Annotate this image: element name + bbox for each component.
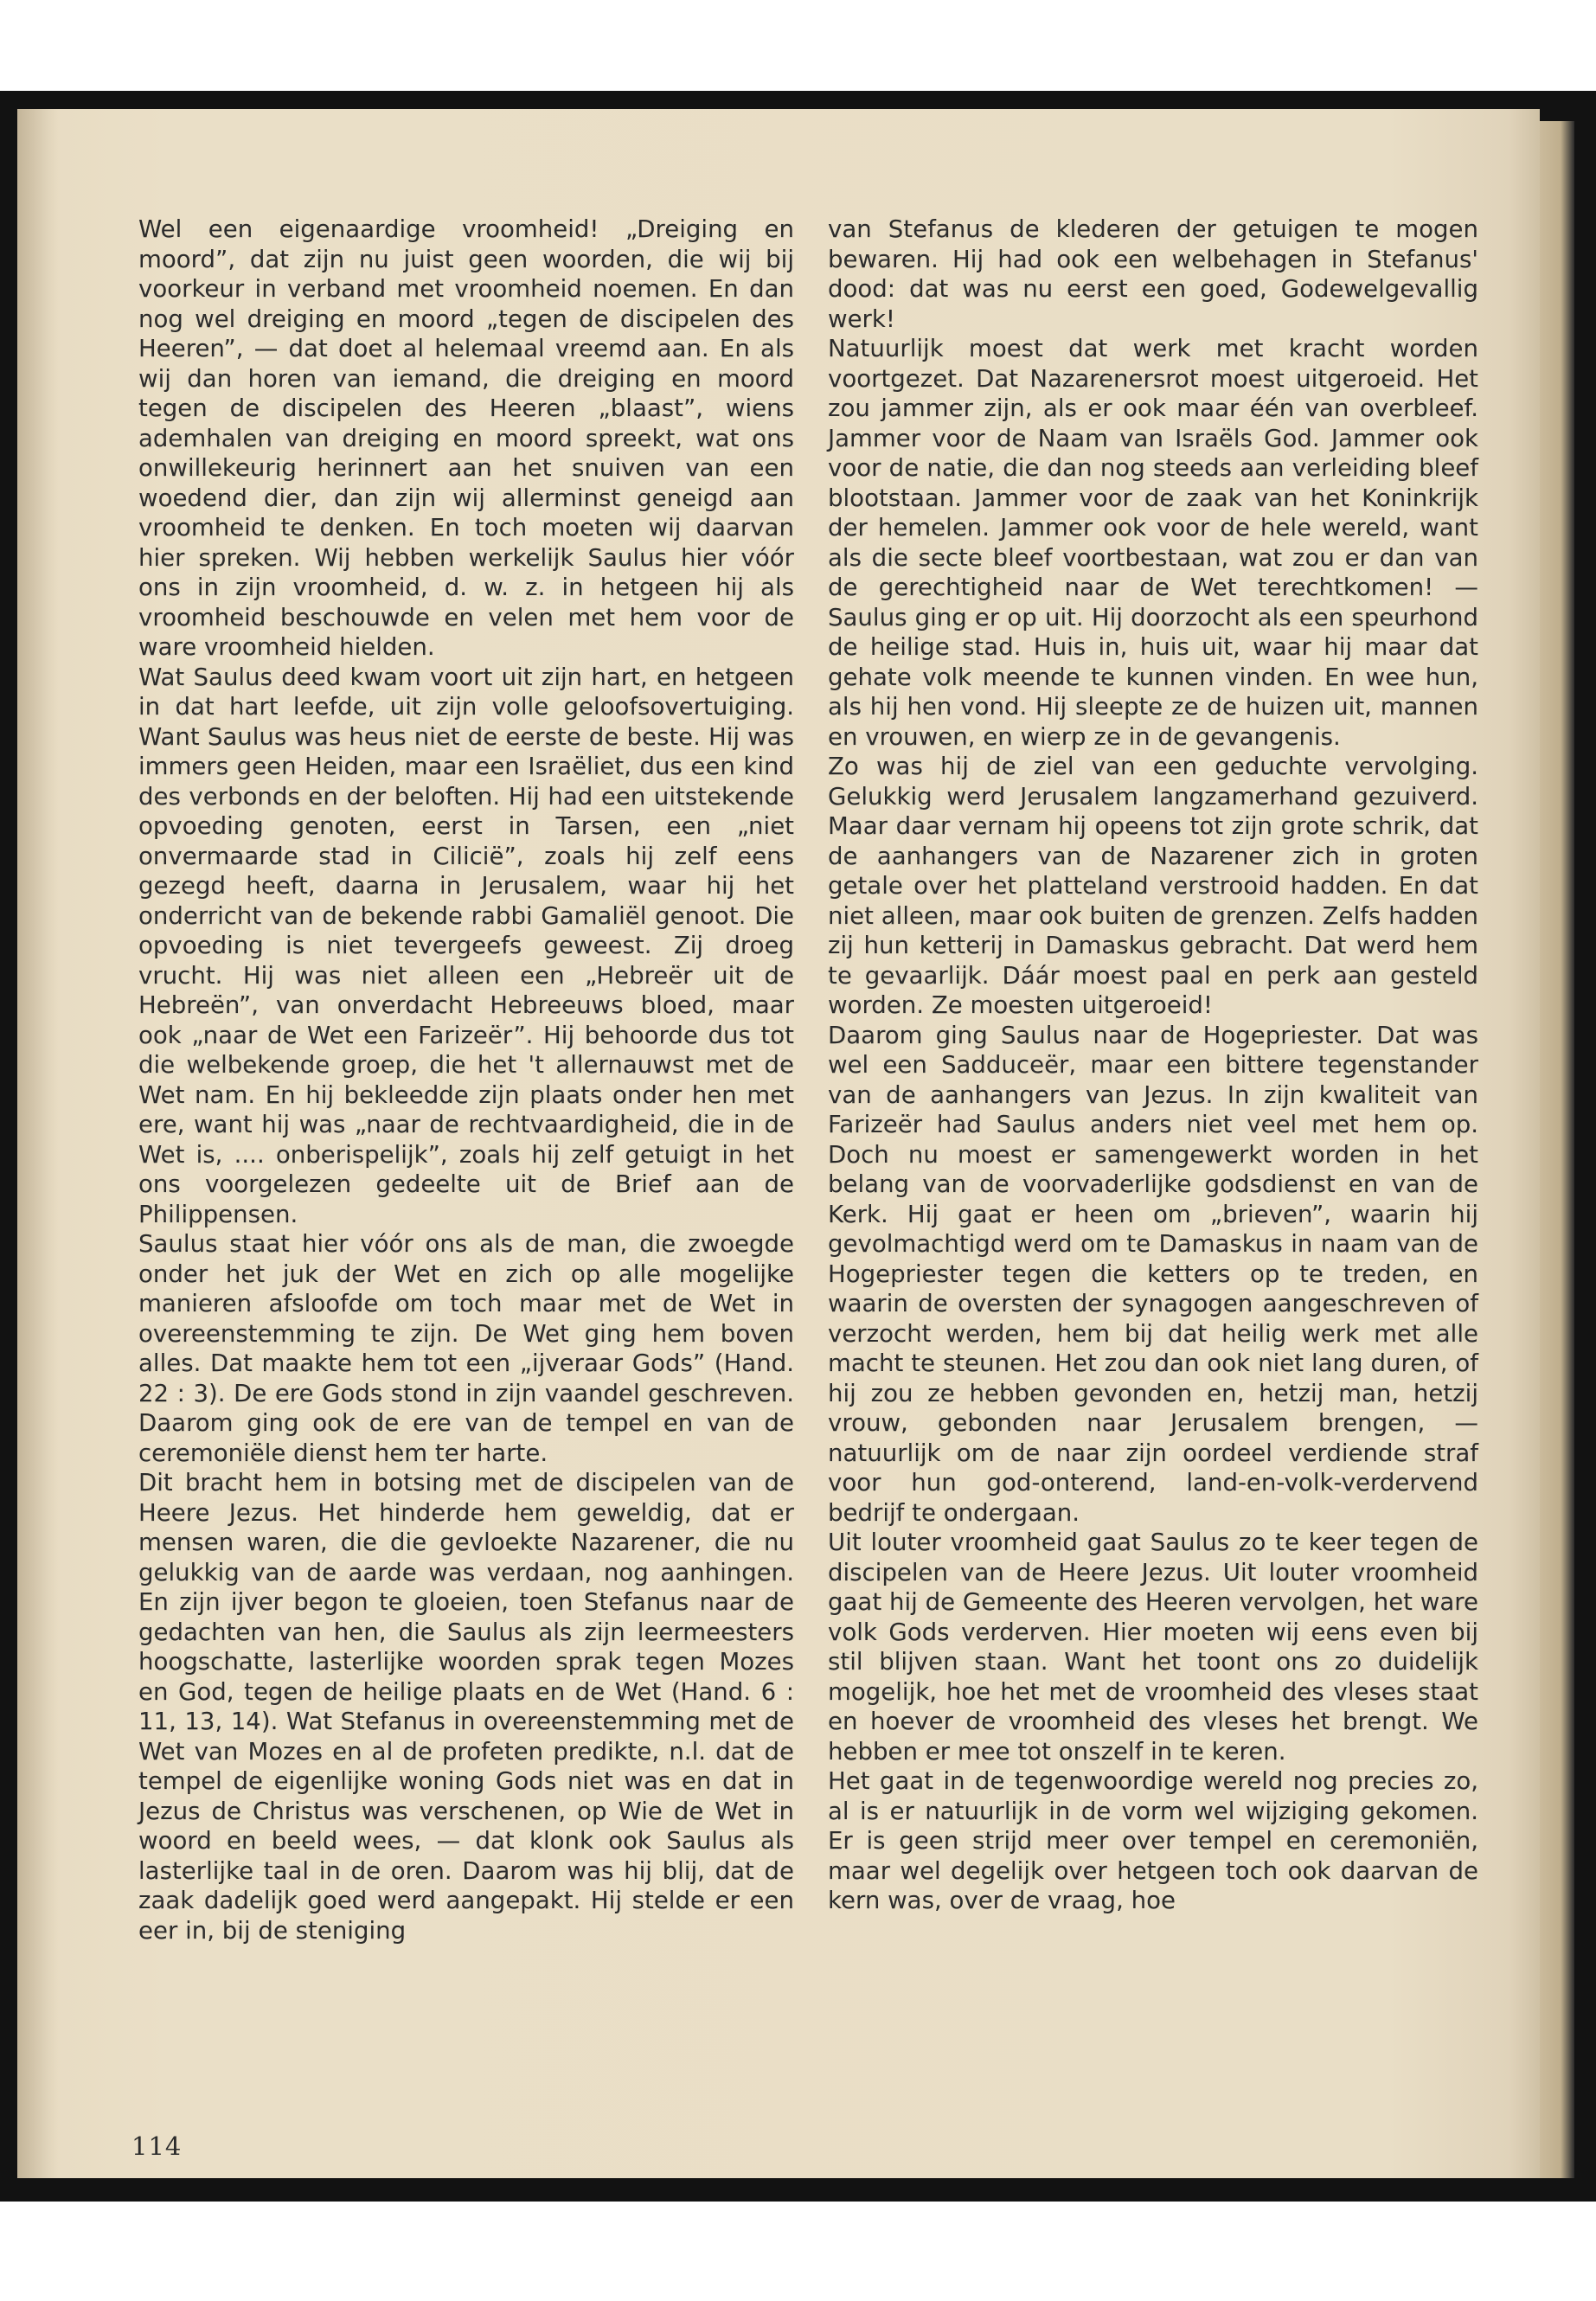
- left-paragraph-2: Wat Saulus deed kwam voort uit zijn hart, en hetgeen in dat hart leefde, uit zijn volle geloofsovertuiging. Want Saulus was heus niet de eerste de beste. Hij was immers geen Heiden, maar een Israëliet, dus een kind des verbonds en der beloften. Hij had een uitstekende opvoeding genoten, eerst in Tarsen, een „niet onvermaarde stad in Cilicië”, zoals hij zelf eens gezegd heeft, daarna in Jerusalem, waar hij het onderricht van de bekende rabbi Gamaliël genoot. Die opvoeding is niet tevergeefs geweest. Zij droeg vrucht. Hij was niet alleen een „Hebreër uit de Hebreën”, van onverdacht Hebreeuws bloed, maar ook „naar de Wet een Farizeër”. Hij behoorde dus tot die welbekende groep, die het 't allernauwst met de Wet nam. En hij bekleedde zijn plaats onder hen met ere, want hij was „naar de rechtvaardigheid, die in de Wet is, .... onberispelijk”, zoals hij zelf getuigt in het ons voorgelezen gedeelte uit de Brief aan de Philippensen.: [138, 662, 794, 1228]
- paper-binding-shadow: [17, 109, 59, 2178]
- right-text-column: [828, 215, 1478, 1916]
- page-number: 114: [131, 2131, 183, 2161]
- left-text-column: [138, 215, 794, 1945]
- right-paragraph-5: Uit louter vroomheid gaat Saulus zo te keer tegen de discipelen van de Heere Jezus. Uit louter vroomheid gaat hij de Gemeente des Heeren vervolgen, het ware volk Gods verderven. Hier moeten wij eens even bij stil blijven staan. Want het toont ons zo duidelijk mogelijk, hoe het met de vroomheid des vleses staat en hoever de vroomheid des vleses het brengt. We hebben er mee tot onszelf in te keren.: [828, 1528, 1478, 1766]
- left-paragraph-1: Wel een eigenaardige vroomheid! „Dreiging en moord”, dat zijn nu juist geen woorden, die wij bij voorkeur in verband met vroomheid noemen. En dan nog wel dreiging en moord „tegen de discipelen des Heeren”, — dat doet al helemaal vreemd aan. En als wij dan horen van iemand, die dreiging en moord tegen de discipelen des Heeren „blaast”, wiens ademhalen van dreiging en moord spreekt, wat ons onwillekeurig herinnert aan het snuiven van een woedend dier, dan zijn wij allerminst geneigd aan vroomheid te denken. En toch moeten wij daarvan hier spreken. Wij hebben werkelijk Saulus hier vóór ons in zijn vroomheid, d. w. z. in hetgeen hij als vroomheid beschouwde en velen met hem voor de ware vroomheid hielden.: [138, 215, 794, 661]
- left-paragraph-4: Dit bracht hem in botsing met de discipelen van de Heere Jezus. Het hinderde hem geweldig, dat er mensen waren, die die gevloekte Nazarener, die nu gelukkig van de aarde was verdaan, nog aanhingen. En zijn ijver begon te gloeien, toen Stefanus naar de gedachten van hen, die Saulus als zijn leermeesters hoogschatte, lasterlijke woorden sprak tegen Mozes en God, tegen de heilige plaats en de Wet (Hand. 6 : 11, 13, 14). Wat Stefanus in overeenstemming met de Wet van Mozes en al de profeten predikte, n.l. dat de tempel de eigenlijke woning Gods niet was en dat in Jezus de Christus was verschenen, op Wie de Wet in woord en beeld wees, — dat klonk ook Saulus als lasterlijke taal in de oren. Daarom was hij blij, dat de zaak dadelijk goed werd aangepakt. Hij stelde er een eer in, bij de steniging: [138, 1468, 794, 1945]
- right-paragraph-2: Natuurlijk moest dat werk met kracht worden voortgezet. Dat Nazarenersrot moest uitgeroeid. Het zou jammer zijn, als er ook maar één van overbleef. Jammer voor de Naam van Israëls God. Jammer ook voor de natie, die dan nog steeds aan verleiding bleef blootstaan. Jammer voor de zaak van het Koninkrijk der hemelen. Jammer ook voor de hele wereld, want als die secte bleef voortbestaan, wat zou er dan van de gerechtigheid naar de Wet terechtkomen! — Saulus ging er op uit. Hij doorzocht als een speurhond de heilige stad. Huis in, huis uit, waar hij maar dat gehate volk meende te kunnen vinden. En wee hun, als hij hen vond. Hij sleepte ze de huizen uit, mannen en vrouwen, en wierp ze in de gevangenis.: [828, 334, 1478, 751]
- right-paragraph-6: Het gaat in de tegenwoordige wereld nog precies zo, al is er natuurlijk in de vorm wel wijziging gekomen. Er is geen strijd meer over tempel en ceremoniën, maar wel degelijk over hetgeen toch ook daarvan de kern was, over de vraag, hoe: [828, 1766, 1478, 1914]
- left-paragraph-3: Saulus staat hier vóór ons als de man, die zwoegde onder het juk der Wet en zich op alle mogelijke manieren afsloofde om toch maar met de Wet in overeenstemming te zijn. De Wet ging hem boven alles. Dat maakte hem tot een „ijveraar Gods” (Hand. 22 : 3). De ere Gods stond in zijn vaandel geschreven. Daarom ging ook de ere van de tempel en van de ceremoniële dienst hem ter harte.: [138, 1229, 794, 1467]
- page-edge-right: [1540, 121, 1574, 2178]
- right-paragraph-3: Zo was hij de ziel van een geduchte vervolging. Gelukkig werd Jerusalem langzamerhand gezuiverd. Maar daar vernam hij opeens tot zijn grote schrik, dat de aanhangers van de Nazarener zich in groten getale over het platteland verstrooid hadden. En dat niet alleen, maar ook buiten de grenzen. Zelfs hadden zij hun ketterij in Damaskus gebracht. Dat werd hem te gevaarlijk. Dáár moest paal en perk aan gesteld worden. Ze moesten uitgeroeid!: [828, 752, 1478, 1019]
- right-paragraph-4: Daarom ging Saulus naar de Hogepriester. Dat was wel een Sadduceër, maar een bittere tegenstander van de aanhangers van Jezus. In zijn kwaliteit van Farizeër had Saulus anders niet veel met hem op. Doch nu moest er samengewerkt worden in het belang van de voorvaderlijke godsdienst en van de Kerk. Hij gaat er heen om „brieven”, waarin hij gevolmachtigd werd om te Damaskus in naam van de Hogepriester tegen die ketters op te treden, en waarin de oversten der synagogen aangeschreven of verzocht werden, hem bij dat heilig werk met alle macht te steunen. Het zou dan ook niet lang duren, of hij zou ze hebben gevonden en, hetzij man, hetzij vrouw, gebonden naar Jerusalem brengen, — natuurlijk om de naar zijn oordeel verdiende straf voor hun god-onterend, land-en-volk-verdervend bedrijf te ondergaan.: [828, 1020, 1478, 1527]
- right-paragraph-1: van Stefanus de klederen der getuigen te mogen bewaren. Hij had ook een welbehagen in Stefanus' dood: dat was nu eerst een goed, Godewelgevallig werk!: [828, 215, 1478, 333]
